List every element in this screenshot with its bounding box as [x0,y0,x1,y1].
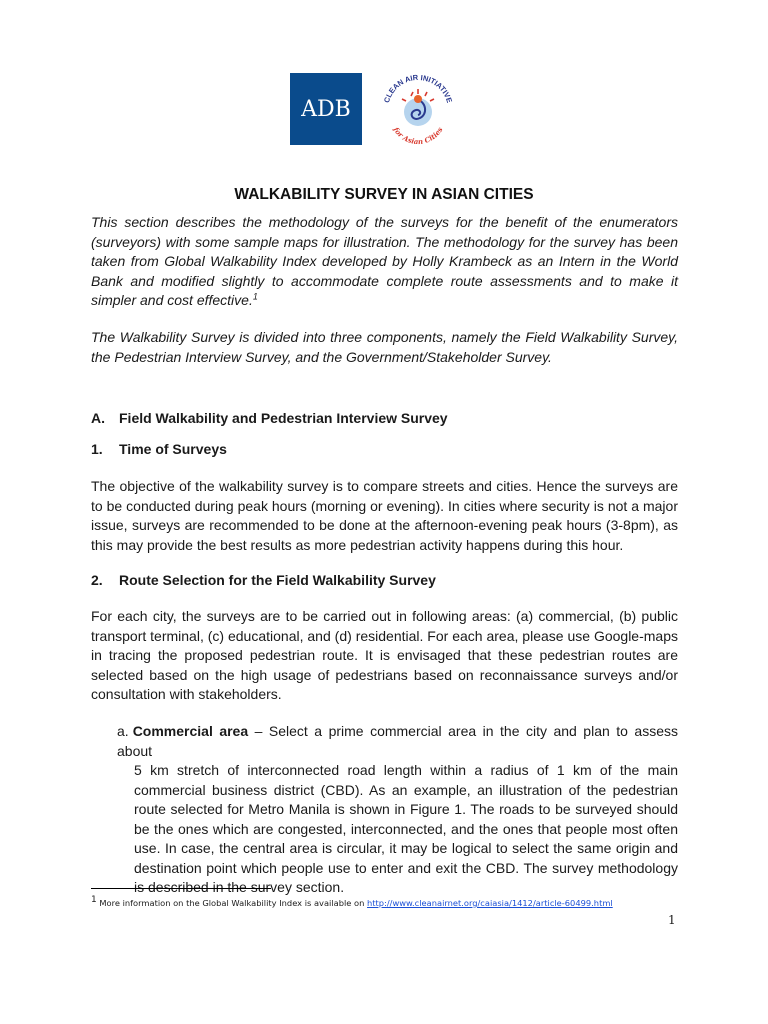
section-a-heading [91,410,448,426]
footnote-separator [91,888,271,889]
footnote [91,895,711,908]
footnote-text: More information on the Global Walkability Index is available on [96,898,368,908]
footnote-mark: 1 [91,895,97,906]
section-2-body: For each city, the surveys are to be carried out in following areas: (a) commercial, (b) public transport terminal, (c) educational, and (d) residential. For each area, please use Google-maps in tracing the proposed pedestrian route. It is envisaged that these pedestrian routes are selected based on the high usage of pedestrians based on reconnaissance surveys and/or consultation with stakeholders. [91,608,678,702]
intro-paragraph-1 [91,213,678,311]
bullet-marker: a. [117,723,129,739]
document-title: WALKABILITY SURVEY IN ASIAN CITIES [234,186,534,203]
intro-paragraph-1-text: This section describes the methodology of the surveys for the benefit of the enumerators (surveyors) with some sample maps for illustration. The methodology for the survey has been taken from Global Walkability Index developed by Holly Krambeck as an Intern in the World Bank and modified slightly to accommodate complete route assessments and to make it simpler and cost effective. [91,214,678,308]
footnote-link[interactable]: http://www.cleanairnet.org/caiasia/1412/article-60499.html [367,898,613,908]
adb-logo: ADB [290,73,362,145]
section-2-heading [91,572,436,588]
section-2-title: Route Selection for the Field Walkability Survey [119,572,436,588]
header-logos [290,70,455,150]
section-2-number: 2. [91,572,103,588]
section-a-title: Field Walkability and Pedestrian Interview Survey [119,410,448,426]
bullet-first-line-text: – Select a prime commercial area in the city and plan to assess about [117,723,679,759]
bullet-label: Commercial area [132,723,249,739]
bullet-commercial-body: 5 km stretch of interconnected road length within a radius of 1 km of the main commercial business district (CBD). As an example, an illustration of the pedestrian route selected for Metro Manila is shown in Figure 1. The roads to be surveyed should be the ones which are congested, interconnected, and the ones that people most often use. In case, the central area is circular, it may be logical to select the same origin and destination point which people use to enter and exit the CBD. The survey methodology is described in the survey section. [134,762,678,895]
section-1-body: The objective of the walkability survey is to compare streets and cities. Hence the surveys are to be conducted during peak hours (morning or evening). In cities where security is not a major issue, surveys are recommended to be done at the afternoon-evening peak hours (3-8pm), as this may provide the best results as more pedestrian activity happens during this hour. [91,478,678,553]
section-1-heading [91,441,227,457]
bullet-commercial-first-line [117,722,678,761]
section-1-number: 1. [91,441,103,457]
intro-paragraph-2: The Walkability Survey is divided into three components, namely the Field Walkability Survey, the Pedestrian Interview Survey, and the Government/Stakeholder Survey. [91,329,678,365]
section-a-number: A. [91,410,105,426]
bullet-commercial-area [117,722,678,898]
page-number: 1 [668,913,676,927]
cai-logo-bottom-text: for Asian Cities [391,125,445,147]
section-1-title: Time of Surveys [119,441,227,457]
footnote-reference[interactable]: 1 [252,291,258,302]
cai-logo-top-text: CLEAN AIR INITIATIVE [381,72,455,104]
clean-air-initiative-logo [378,70,458,150]
